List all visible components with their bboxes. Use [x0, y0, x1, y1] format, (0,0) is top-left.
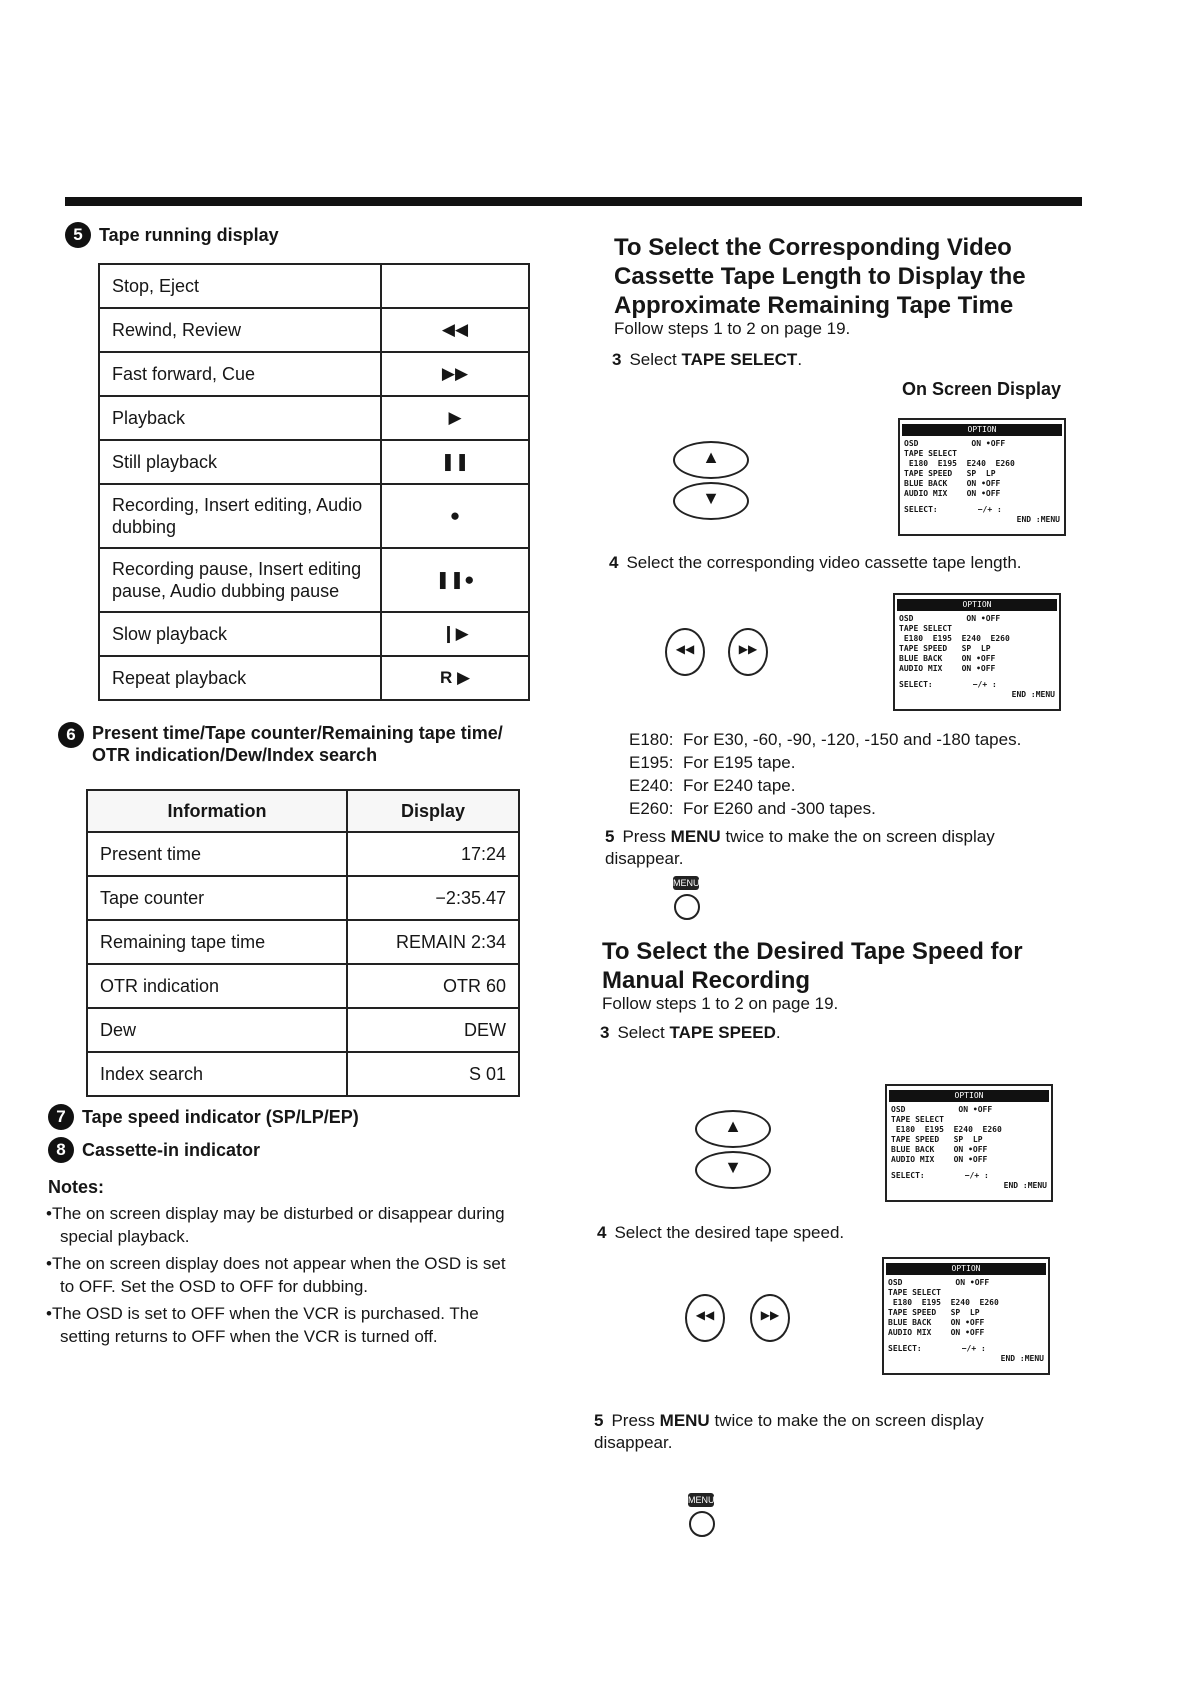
tape-item — [629, 797, 1021, 820]
mode-label: Slow playback — [99, 612, 381, 656]
info-label: OTR indication — [87, 964, 347, 1008]
rewind-icon: ◀◀ — [675, 642, 695, 656]
osd-row: BLUE BACK ON •OFF — [888, 1318, 985, 1327]
step-number: 3 — [612, 350, 622, 369]
note-item: •The OSD is set to OFF when the VCR is purchased. The setting returns to OFF when the VCR is turned off. — [46, 1304, 479, 1346]
fast-forward-icon: ▶▶ — [760, 1308, 780, 1322]
fast-forward-icon: ▶▶ — [738, 642, 758, 656]
heading-tape-length: To Select the Corresponding Video Cassette Tape Length to Display the Approximate Remaining Tape Time — [614, 234, 1026, 319]
up-arrow-icon: ▲ — [702, 447, 720, 467]
step-text: . — [797, 350, 803, 369]
mode-symbol-icon: ◀◀ — [381, 308, 529, 352]
table-row — [87, 964, 519, 1008]
notes-list — [46, 1202, 516, 1352]
table-row — [87, 920, 519, 964]
table-row — [99, 264, 529, 308]
step-text: . — [775, 1023, 781, 1042]
heading-tape-speed: To Select the Desired Tape Speed for Manual Recording — [602, 938, 1023, 994]
follow-steps-1: Follow steps 1 to 2 on page 19. — [614, 319, 851, 338]
step-text: Select the corresponding video cassette tape length. — [626, 553, 1022, 572]
mode-label: Fast forward, Cue — [99, 352, 381, 396]
display-value: −2:35.47 — [347, 876, 519, 920]
osd-title: OPTION — [902, 424, 1062, 436]
tape-length-list — [629, 728, 1021, 820]
mode-label: Recording pause, Insert editing pause, Audio dubbing pause — [99, 548, 381, 612]
tape-item — [629, 774, 1021, 797]
step-text: twice to make the on screen display disappear. — [605, 827, 995, 868]
step-number: 3 — [600, 1023, 610, 1042]
tape-item — [629, 728, 1021, 751]
note-item: •The on screen display does not appear when the OSD is set to OFF. Set the OSD to OFF for dubbing. — [46, 1254, 506, 1296]
osd-adjust: −/+ : — [972, 680, 997, 689]
osd-row: OSD ON •OFF — [888, 1278, 990, 1287]
step-keyword: MENU — [670, 827, 721, 846]
step-4-select-length — [609, 552, 1022, 574]
osd-adjust: −/+ : — [964, 1171, 989, 1180]
osd-row: BLUE BACK ON •OFF — [904, 479, 1001, 488]
mode-symbol-icon: ❚❚ — [381, 440, 529, 484]
osd-row: OSD ON •OFF — [891, 1105, 993, 1114]
osd-row: TAPE SPEED SP LP — [899, 644, 991, 653]
table-row — [87, 876, 519, 920]
osd-row: E180 E195 E240 E260 — [891, 1125, 1002, 1134]
down-arrow-icon: ▼ — [724, 1157, 742, 1177]
section-6-label: Present time/Tape counter/Remaining tape time/ OTR indication/Dew/Index search — [92, 723, 503, 765]
mode-symbol-icon: ❚❚● — [381, 548, 529, 612]
tape-key: E180: — [629, 730, 674, 749]
osd-row: E180 E195 E240 E260 — [904, 459, 1015, 468]
mode-label: Stop, Eject — [99, 264, 381, 308]
step-number: 5 — [605, 827, 615, 846]
table-row — [87, 1008, 519, 1052]
osd-title: OPTION — [897, 599, 1057, 611]
osd-select: SELECT: — [891, 1171, 925, 1180]
table-row — [99, 548, 529, 612]
top-rule — [65, 197, 1082, 206]
down-arrow-icon: ▼ — [702, 488, 720, 508]
table-row — [99, 612, 529, 656]
display-value: OTR 60 — [347, 964, 519, 1008]
note-item: •The on screen display may be disturbed or disappear during special playback. — [46, 1204, 505, 1246]
osd-adjust: −/+ : — [961, 1344, 986, 1353]
table-row — [99, 440, 529, 484]
osd-end: END :MENU — [1011, 690, 1055, 699]
osd-select: SELECT: — [904, 505, 938, 514]
osd-row: AUDIO MIX ON •OFF — [891, 1155, 988, 1164]
mode-label: Playback — [99, 396, 381, 440]
step-text: Select the desired tape speed. — [614, 1223, 845, 1242]
header-information: Information — [87, 790, 347, 832]
table-row — [99, 396, 529, 440]
tape-value: For E260 and -300 tapes. — [683, 799, 876, 818]
mode-label: Recording, Insert editing, Audio dubbing — [99, 484, 381, 548]
tape-key: E260: — [629, 799, 674, 818]
section-5-title — [65, 222, 279, 248]
tape-value: For E240 tape. — [683, 776, 796, 795]
osd-adjust: −/+ : — [977, 505, 1002, 514]
osd-row: E180 E195 E240 E260 — [888, 1298, 999, 1307]
mode-symbol-icon: ❙▶ — [381, 612, 529, 656]
number-8-badge: 8 — [48, 1137, 74, 1163]
step-3-tape-speed — [600, 1022, 781, 1044]
osd-row: AUDIO MIX ON •OFF — [899, 664, 996, 673]
up-button[interactable] — [673, 441, 749, 479]
osd-screen-1 — [898, 418, 1066, 536]
mode-label: Still playback — [99, 440, 381, 484]
down-button[interactable] — [695, 1151, 771, 1189]
step-keyword: MENU — [659, 1411, 710, 1430]
osd-row: TAPE SPEED SP LP — [891, 1135, 983, 1144]
mode-symbol-icon: ▶▶ — [381, 352, 529, 396]
menu-label: MENU — [688, 1495, 715, 1505]
down-button[interactable] — [673, 482, 749, 520]
osd-title: OPTION — [889, 1090, 1049, 1102]
osd-screen-2 — [893, 593, 1061, 711]
mode-label: Rewind, Review — [99, 308, 381, 352]
step-text: twice to make the on screen display disappear. — [594, 1411, 984, 1452]
table-row — [99, 656, 529, 700]
step-text: Press — [611, 1411, 660, 1430]
section-5-label: Tape running display — [99, 224, 279, 245]
info-label: Index search — [87, 1052, 347, 1096]
number-6-badge: 6 — [58, 722, 84, 748]
table-row — [87, 832, 519, 876]
osd-row: BLUE BACK ON •OFF — [891, 1145, 988, 1154]
table-header-row — [87, 790, 519, 832]
step-text: Press — [622, 827, 671, 846]
menu-button-circle — [689, 1511, 715, 1537]
step-number: 5 — [594, 1411, 604, 1430]
number-5-badge: 5 — [65, 222, 91, 248]
section-6-title — [58, 722, 528, 766]
tape-running-table — [98, 263, 530, 701]
osd-screen-3 — [885, 1084, 1053, 1202]
header-display: Display — [347, 790, 519, 832]
mode-symbol-icon: ▶ — [381, 396, 529, 440]
mode-label: Repeat playback — [99, 656, 381, 700]
mode-symbol-icon — [381, 264, 529, 308]
osd-row: AUDIO MIX ON •OFF — [888, 1328, 985, 1337]
section-8-label: Cassette-in indicator — [82, 1139, 261, 1160]
mode-symbol-icon: ● — [381, 484, 529, 548]
section-7-label: Tape speed indicator (SP/LP/EP) — [82, 1106, 359, 1127]
osd-row: TAPE SELECT — [888, 1288, 941, 1297]
osd-row: OSD ON •OFF — [904, 439, 1006, 448]
osd-row: TAPE SELECT — [904, 449, 957, 458]
info-label: Present time — [87, 832, 347, 876]
tape-key: E240: — [629, 776, 674, 795]
menu-button-circle — [674, 894, 700, 920]
number-7-badge: 7 — [48, 1104, 74, 1130]
section-8-title — [48, 1137, 260, 1163]
mode-symbol-icon: R ▶ — [381, 656, 529, 700]
tape-value: For E30, -60, -90, -120, -150 and -180 tapes. — [683, 730, 1022, 749]
up-button[interactable] — [695, 1110, 771, 1148]
info-label: Remaining tape time — [87, 920, 347, 964]
osd-end: END :MENU — [1016, 515, 1060, 524]
osd-select: SELECT: — [888, 1344, 922, 1353]
osd-select: SELECT: — [899, 680, 933, 689]
table-row — [99, 352, 529, 396]
osd-row: OSD ON •OFF — [899, 614, 1001, 623]
rewind-icon: ◀◀ — [695, 1308, 715, 1322]
follow-steps-2: Follow steps 1 to 2 on page 19. — [602, 994, 839, 1013]
display-value: REMAIN 2:34 — [347, 920, 519, 964]
menu-label: MENU — [673, 878, 700, 888]
step-number: 4 — [609, 553, 619, 572]
info-label: Dew — [87, 1008, 347, 1052]
osd-row: E180 E195 E240 E260 — [899, 634, 1010, 643]
right-button[interactable] — [750, 1294, 790, 1342]
osd-row: BLUE BACK ON •OFF — [899, 654, 996, 663]
osd-row: TAPE SELECT — [891, 1115, 944, 1124]
info-label: Tape counter — [87, 876, 347, 920]
display-value: DEW — [347, 1008, 519, 1052]
step-text: Select — [617, 1023, 670, 1042]
left-button[interactable] — [685, 1294, 725, 1342]
osd-row: TAPE SELECT — [899, 624, 952, 633]
osd-screen-4 — [882, 1257, 1050, 1375]
section-7-title — [48, 1104, 359, 1130]
osd-row: TAPE SPEED SP LP — [888, 1308, 980, 1317]
notes-heading: Notes: — [48, 1177, 105, 1197]
tape-value: For E195 tape. — [683, 753, 796, 772]
table-row — [99, 308, 529, 352]
step-5-press-menu-2 — [594, 1410, 1014, 1454]
step-keyword: TAPE SELECT — [681, 350, 798, 369]
left-button[interactable] — [665, 628, 705, 676]
table-row — [87, 1052, 519, 1096]
tape-key: E195: — [629, 753, 674, 772]
right-button[interactable] — [728, 628, 768, 676]
step-4-select-speed — [597, 1222, 844, 1244]
osd-row: AUDIO MIX ON •OFF — [904, 489, 1001, 498]
step-number: 4 — [597, 1223, 607, 1242]
osd-end: END :MENU — [1000, 1354, 1044, 1363]
information-table — [86, 789, 520, 1097]
step-5-press-menu — [605, 826, 1025, 870]
step-3-tape-select — [612, 349, 802, 371]
display-value: 17:24 — [347, 832, 519, 876]
osd-title: OPTION — [886, 1263, 1046, 1275]
step-text: Select — [629, 350, 682, 369]
step-keyword: TAPE SPEED — [669, 1023, 776, 1042]
up-arrow-icon: ▲ — [724, 1116, 742, 1136]
display-value: S 01 — [347, 1052, 519, 1096]
tape-item — [629, 751, 1021, 774]
osd-row: TAPE SPEED SP LP — [904, 469, 996, 478]
osd-end: END :MENU — [1003, 1181, 1047, 1190]
osd-caption: On Screen Display — [902, 379, 1062, 399]
table-row — [99, 484, 529, 548]
